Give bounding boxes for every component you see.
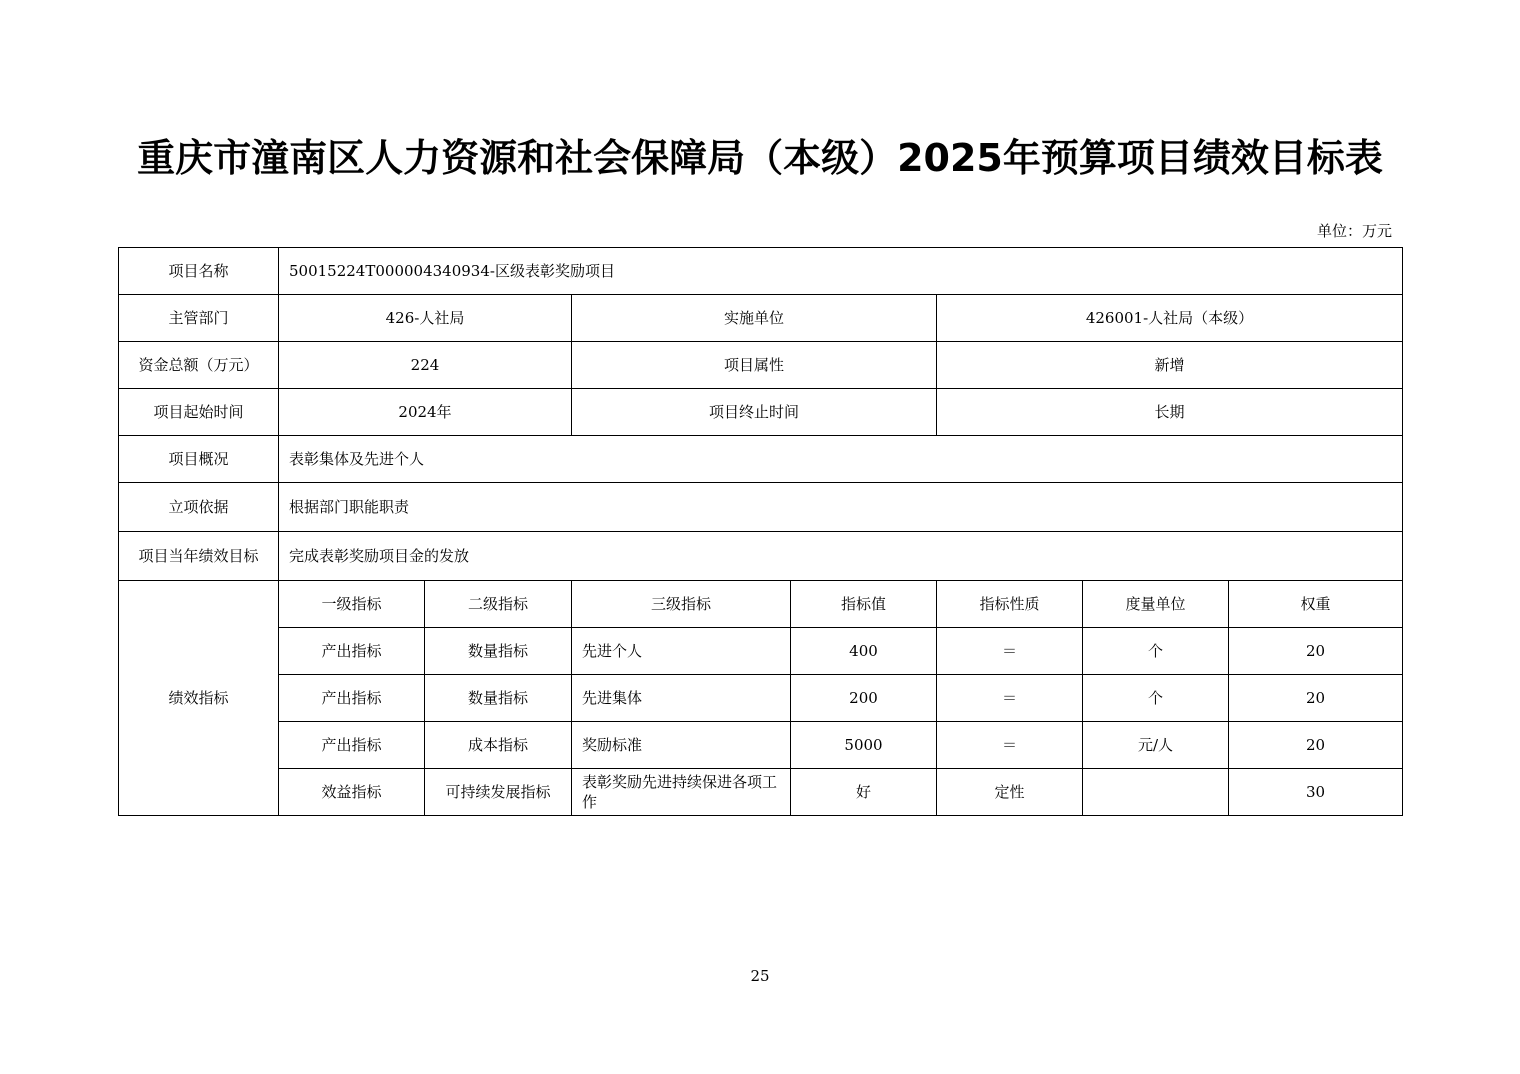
fund-value: 224 bbox=[279, 342, 572, 389]
attr-value: 新增 bbox=[937, 342, 1403, 389]
attr-label: 项目属性 bbox=[572, 342, 937, 389]
indicator-unit: 个 bbox=[1083, 628, 1229, 675]
goal-label: 项目当年绩效目标 bbox=[119, 532, 279, 581]
row-department bbox=[119, 295, 1403, 342]
end-value: 长期 bbox=[937, 389, 1403, 436]
start-value: 2024年 bbox=[279, 389, 572, 436]
indicator-level1: 产出指标 bbox=[279, 675, 425, 722]
indicator-level2: 成本指标 bbox=[425, 722, 572, 769]
indicator-value: 400 bbox=[791, 628, 937, 675]
indicator-section-label: 绩效指标 bbox=[119, 581, 279, 816]
unit-note: 单位：万元 bbox=[1316, 222, 1392, 240]
project-name-label: 项目名称 bbox=[119, 248, 279, 295]
indicator-level1: 产出指标 bbox=[279, 628, 425, 675]
indicator-level2: 可持续发展指标 bbox=[425, 769, 572, 816]
indicator-level2: 数量指标 bbox=[425, 675, 572, 722]
impl-value: 426001-人社局（本级） bbox=[937, 295, 1403, 342]
goal-value: 完成表彰奖励项目金的发放 bbox=[279, 532, 1403, 581]
project-name-value: 50015224T000004340934-区级表彰奖励项目 bbox=[279, 248, 1403, 295]
dept-value: 426-人社局 bbox=[279, 295, 572, 342]
indicator-header-row bbox=[119, 581, 1403, 628]
performance-target-table bbox=[118, 247, 1403, 816]
basis-value: 根据部门职能职责 bbox=[279, 483, 1403, 532]
header-weight: 权重 bbox=[1229, 581, 1403, 628]
indicator-nature: 定性 bbox=[937, 769, 1083, 816]
table-row bbox=[119, 722, 1403, 769]
row-period bbox=[119, 389, 1403, 436]
indicator-weight: 20 bbox=[1229, 722, 1403, 769]
fund-label: 资金总额（万元） bbox=[119, 342, 279, 389]
indicator-level2: 数量指标 bbox=[425, 628, 572, 675]
header-level2: 二级指标 bbox=[425, 581, 572, 628]
header-level3: 三级指标 bbox=[572, 581, 791, 628]
indicator-value: 好 bbox=[791, 769, 937, 816]
indicator-weight: 30 bbox=[1229, 769, 1403, 816]
indicator-nature: ＝ bbox=[937, 628, 1083, 675]
indicator-level1: 产出指标 bbox=[279, 722, 425, 769]
header-level1: 一级指标 bbox=[279, 581, 425, 628]
indicator-level3: 奖励标准 bbox=[572, 722, 791, 769]
indicator-unit: 个 bbox=[1083, 675, 1229, 722]
impl-label: 实施单位 bbox=[572, 295, 937, 342]
indicator-level3: 表彰奖励先进持续保进各项工作 bbox=[572, 769, 791, 816]
indicator-nature: ＝ bbox=[937, 722, 1083, 769]
page-number: 25 bbox=[750, 967, 770, 985]
basis-label: 立项依据 bbox=[119, 483, 279, 532]
indicator-weight: 20 bbox=[1229, 628, 1403, 675]
indicator-nature: ＝ bbox=[937, 675, 1083, 722]
row-fund bbox=[119, 342, 1403, 389]
indicator-level1: 效益指标 bbox=[279, 769, 425, 816]
dept-label: 主管部门 bbox=[119, 295, 279, 342]
overview-value: 表彰集体及先进个人 bbox=[279, 436, 1403, 483]
table-row bbox=[119, 675, 1403, 722]
page-title: 重庆市潼南区人力资源和社会保障局（本级）2025年预算项目绩效目标表 bbox=[137, 136, 1383, 180]
indicator-level3: 先进集体 bbox=[572, 675, 791, 722]
table-row bbox=[119, 628, 1403, 675]
indicator-unit: 元/人 bbox=[1083, 722, 1229, 769]
indicator-value: 200 bbox=[791, 675, 937, 722]
table-row bbox=[119, 769, 1403, 816]
indicator-level3: 先进个人 bbox=[572, 628, 791, 675]
header-value: 指标值 bbox=[791, 581, 937, 628]
row-basis bbox=[119, 483, 1403, 532]
row-project-name bbox=[119, 248, 1403, 295]
row-goal bbox=[119, 532, 1403, 581]
indicator-unit bbox=[1083, 769, 1229, 816]
header-nature: 指标性质 bbox=[937, 581, 1083, 628]
header-unit: 度量单位 bbox=[1083, 581, 1229, 628]
start-label: 项目起始时间 bbox=[119, 389, 279, 436]
end-label: 项目终止时间 bbox=[572, 389, 937, 436]
indicator-value: 5000 bbox=[791, 722, 937, 769]
overview-label: 项目概况 bbox=[119, 436, 279, 483]
row-overview bbox=[119, 436, 1403, 483]
indicator-weight: 20 bbox=[1229, 675, 1403, 722]
